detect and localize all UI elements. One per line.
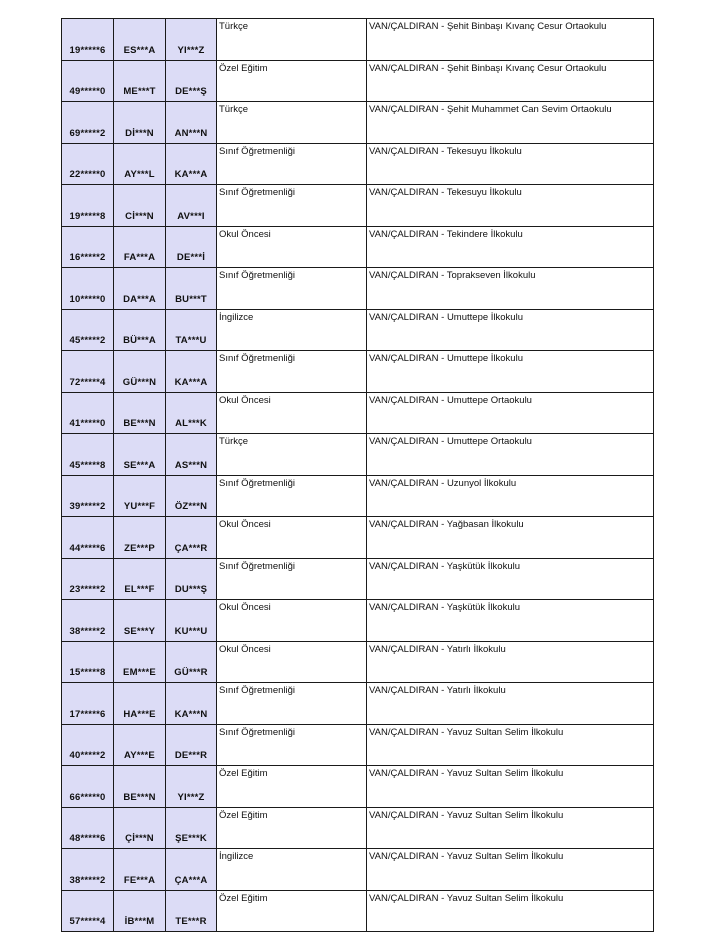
masked-surname-cell: KA***A [166,143,217,185]
branch-cell: Sınıf Öğretmenliği [217,351,367,393]
masked-surname-cell: DE***İ [166,226,217,268]
branch-cell: Özel Eğitim [217,766,367,808]
masked-name-cell: SE***Y [114,600,166,642]
masked-id-cell: 38*****2 [62,849,114,891]
masked-surname-cell: KU***U [166,600,217,642]
masked-name-cell: Dİ***N [114,102,166,144]
masked-id-cell: 44*****6 [62,517,114,559]
table-row [62,766,654,808]
branch-cell: Türkçe [217,102,367,144]
table-row [62,475,654,517]
branch-cell: Özel Eğitim [217,807,367,849]
school-cell: VAN/ÇALDIRAN - Şehit Binbaşı Kıvanç Cesur Ortaokulu [367,19,654,61]
masked-name-cell: SE***A [114,434,166,476]
masked-id-cell: 39*****2 [62,475,114,517]
branch-cell: Sınıf Öğretmenliği [217,683,367,725]
masked-name-cell: ZE***P [114,517,166,559]
table-row [62,60,654,102]
masked-surname-cell: KA***N [166,683,217,725]
branch-cell: Özel Eğitim [217,890,367,932]
school-cell: VAN/ÇALDIRAN - Şehit Muhammet Can Sevim Ortaokulu [367,102,654,144]
masked-name-cell: BE***N [114,392,166,434]
masked-id-cell: 17*****6 [62,683,114,725]
branch-cell: İngilizce [217,849,367,891]
branch-cell: Okul Öncesi [217,517,367,559]
masked-surname-cell: YI***Z [166,766,217,808]
masked-name-cell: DA***A [114,268,166,310]
school-cell: VAN/ÇALDIRAN - Yatırlı İlkokulu [367,641,654,683]
masked-name-cell: BÜ***A [114,309,166,351]
masked-surname-cell: AV***I [166,185,217,227]
table-row [62,517,654,559]
assignment-table-body [62,19,654,932]
masked-surname-cell: DU***Ş [166,558,217,600]
masked-name-cell: AY***E [114,724,166,766]
masked-id-cell: 16*****2 [62,226,114,268]
school-cell: VAN/ÇALDIRAN - Yaşkütük İlkokulu [367,600,654,642]
table-row [62,392,654,434]
table-row [62,434,654,476]
masked-surname-cell: ŞE***K [166,807,217,849]
masked-name-cell: İB***M [114,890,166,932]
school-cell: VAN/ÇALDIRAN - Yavuz Sultan Selim İlkokulu [367,766,654,808]
branch-cell: Sınıf Öğretmenliği [217,268,367,310]
school-cell: VAN/ÇALDIRAN - Toprakseven İlkokulu [367,268,654,310]
school-cell: VAN/ÇALDIRAN - Yavuz Sultan Selim İlkokulu [367,724,654,766]
school-cell: VAN/ÇALDIRAN - Yaşkütük İlkokulu [367,558,654,600]
masked-id-cell: 15*****8 [62,641,114,683]
table-row [62,683,654,725]
masked-surname-cell: GÜ***R [166,641,217,683]
branch-cell: Özel Eğitim [217,60,367,102]
masked-surname-cell: KA***A [166,351,217,393]
branch-cell: Sınıf Öğretmenliği [217,724,367,766]
masked-id-cell: 10*****0 [62,268,114,310]
masked-id-cell: 57*****4 [62,890,114,932]
table-row [62,309,654,351]
masked-surname-cell: AL***K [166,392,217,434]
table-row [62,807,654,849]
masked-id-cell: 48*****6 [62,807,114,849]
masked-id-cell: 19*****6 [62,19,114,61]
table-row [62,268,654,310]
branch-cell: Türkçe [217,19,367,61]
masked-name-cell: FE***A [114,849,166,891]
masked-surname-cell: DE***R [166,724,217,766]
masked-surname-cell: ÇA***A [166,849,217,891]
table-row [62,226,654,268]
table-row [62,143,654,185]
masked-id-cell: 72*****4 [62,351,114,393]
school-cell: VAN/ÇALDIRAN - Umuttepe Ortaokulu [367,392,654,434]
masked-surname-cell: DE***Ş [166,60,217,102]
school-cell: VAN/ÇALDIRAN - Umuttepe Ortaokulu [367,434,654,476]
masked-surname-cell: AN***N [166,102,217,144]
masked-surname-cell: ÖZ***N [166,475,217,517]
masked-id-cell: 41*****0 [62,392,114,434]
table-row [62,849,654,891]
table-row [62,890,654,932]
table-row [62,600,654,642]
table-row [62,558,654,600]
masked-id-cell: 38*****2 [62,600,114,642]
branch-cell: Sınıf Öğretmenliği [217,475,367,517]
masked-id-cell: 22*****0 [62,143,114,185]
branch-cell: Sınıf Öğretmenliği [217,185,367,227]
masked-surname-cell: YI***Z [166,19,217,61]
masked-name-cell: Çİ***N [114,807,166,849]
masked-id-cell: 49*****0 [62,60,114,102]
masked-name-cell: GÜ***N [114,351,166,393]
masked-name-cell: BE***N [114,766,166,808]
table-row [62,724,654,766]
school-cell: VAN/ÇALDIRAN - Yavuz Sultan Selim İlkokulu [367,849,654,891]
masked-surname-cell: ÇA***R [166,517,217,559]
masked-name-cell: AY***L [114,143,166,185]
table-row [62,185,654,227]
branch-cell: Sınıf Öğretmenliği [217,558,367,600]
masked-id-cell: 45*****2 [62,309,114,351]
school-cell: VAN/ÇALDIRAN - Tekesuyu İlkokulu [367,185,654,227]
branch-cell: İngilizce [217,309,367,351]
masked-id-cell: 66*****0 [62,766,114,808]
assignment-table [61,18,654,932]
masked-name-cell: ES***A [114,19,166,61]
school-cell: VAN/ÇALDIRAN - Umuttepe İlkokulu [367,309,654,351]
masked-surname-cell: TA***U [166,309,217,351]
masked-surname-cell: BU***T [166,268,217,310]
masked-name-cell: EM***E [114,641,166,683]
masked-id-cell: 19*****8 [62,185,114,227]
school-cell: VAN/ÇALDIRAN - Yatırlı İlkokulu [367,683,654,725]
masked-name-cell: HA***E [114,683,166,725]
masked-name-cell: YU***F [114,475,166,517]
masked-id-cell: 45*****8 [62,434,114,476]
school-cell: VAN/ÇALDIRAN - Yağbasan İlkokulu [367,517,654,559]
masked-name-cell: ME***T [114,60,166,102]
table-row [62,19,654,61]
table-row [62,641,654,683]
school-cell: VAN/ÇALDIRAN - Yavuz Sultan Selim İlkokulu [367,890,654,932]
masked-name-cell: Cİ***N [114,185,166,227]
branch-cell: Okul Öncesi [217,392,367,434]
masked-id-cell: 69*****2 [62,102,114,144]
table-row [62,351,654,393]
table-row [62,102,654,144]
branch-cell: Okul Öncesi [217,226,367,268]
branch-cell: Okul Öncesi [217,600,367,642]
masked-surname-cell: AS***N [166,434,217,476]
branch-cell: Sınıf Öğretmenliği [217,143,367,185]
school-cell: VAN/ÇALDIRAN - Şehit Binbaşı Kıvanç Cesur Ortaokulu [367,60,654,102]
school-cell: VAN/ÇALDIRAN - Yavuz Sultan Selim İlkokulu [367,807,654,849]
masked-name-cell: FA***A [114,226,166,268]
masked-name-cell: EL***F [114,558,166,600]
branch-cell: Türkçe [217,434,367,476]
school-cell: VAN/ÇALDIRAN - Tekindere İlkokulu [367,226,654,268]
school-cell: VAN/ÇALDIRAN - Tekesuyu İlkokulu [367,143,654,185]
masked-id-cell: 23*****2 [62,558,114,600]
school-cell: VAN/ÇALDIRAN - Uzunyol İlkokulu [367,475,654,517]
masked-surname-cell: TE***R [166,890,217,932]
masked-id-cell: 40*****2 [62,724,114,766]
branch-cell: Okul Öncesi [217,641,367,683]
school-cell: VAN/ÇALDIRAN - Umuttepe İlkokulu [367,351,654,393]
